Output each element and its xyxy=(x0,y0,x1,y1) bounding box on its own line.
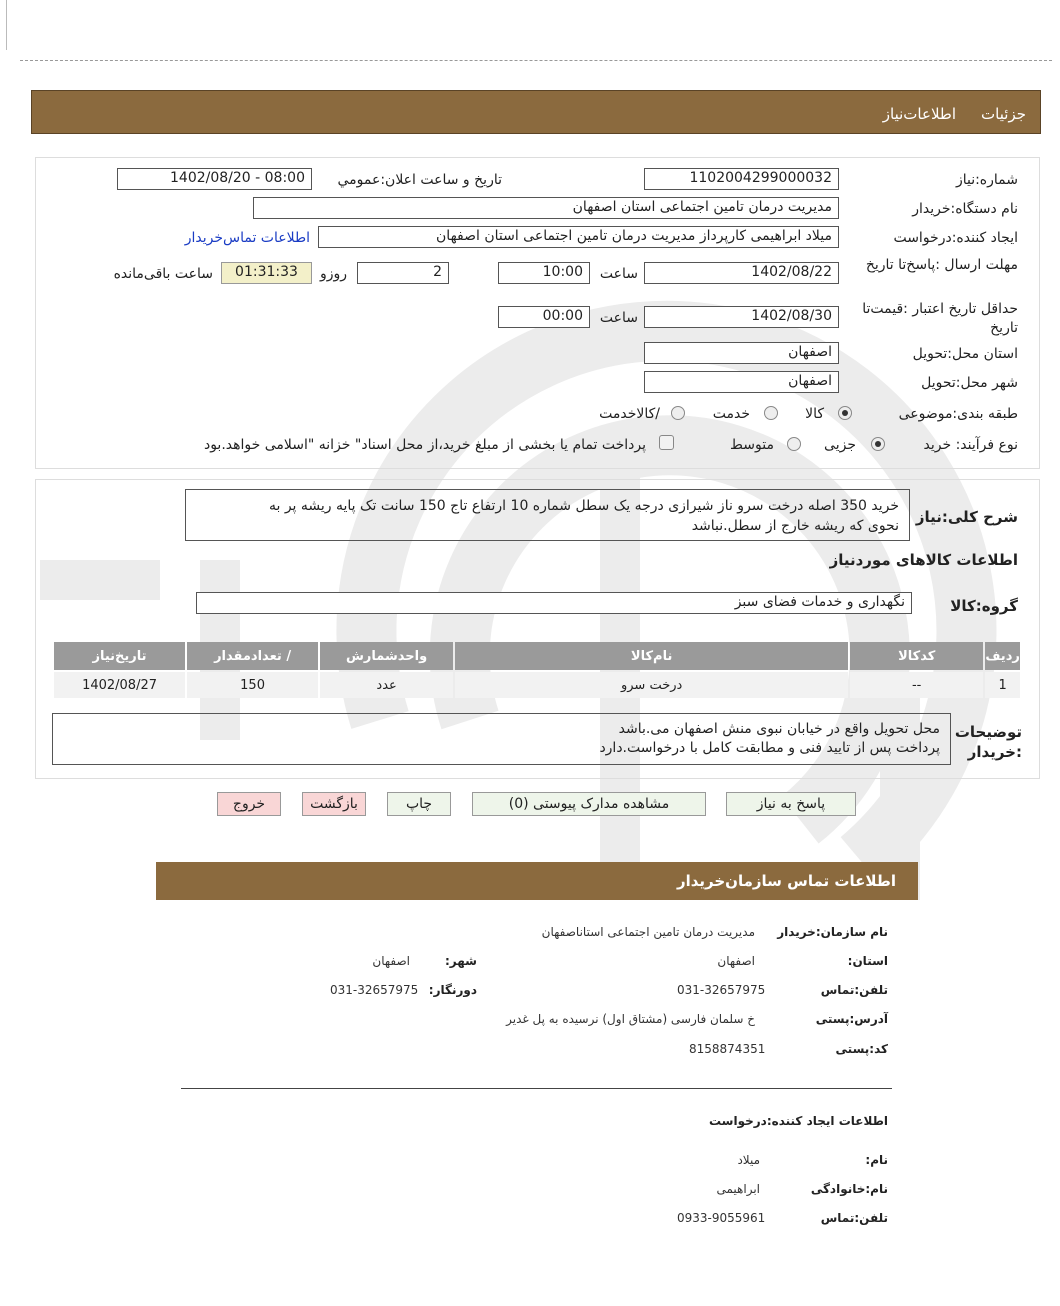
goods-group-label: گروه:کالا xyxy=(950,597,1018,615)
cell-goods-code: -- xyxy=(850,672,983,698)
category-service-label: خدمت xyxy=(712,406,750,422)
deadline-time-label: ساعت xyxy=(599,266,638,282)
remaining-label: ساعت باقی‌مانده xyxy=(113,266,213,282)
category-radio-service[interactable] xyxy=(764,406,778,420)
announce-date-label: تاریخ و ساعت اعلان:عمومي xyxy=(337,172,502,188)
contact-header-bar xyxy=(156,862,918,900)
col-goods-name: نام‌کالا xyxy=(455,642,848,670)
creator-family-value: ابراهیمی xyxy=(716,1182,760,1196)
category-both-label: /کالاخدمت xyxy=(599,406,660,422)
cell-unit: عدد xyxy=(320,672,453,698)
contact-postal-value: 8158874351 xyxy=(689,1042,766,1056)
process-medium-label: متوسط xyxy=(730,437,774,453)
creator-label: ایجاد کننده:درخواست xyxy=(893,230,1018,246)
need-number-label: شماره:نیاز xyxy=(955,172,1018,188)
treasury-payment-note: پرداخت تمام یا بخشی از مبلغ خرید،از محل اسناد" خزانه "اسلامی خواهد.بود xyxy=(203,437,646,453)
contact-city-label: شهر: xyxy=(445,954,477,968)
summary-line-1: خرید 350 اصله درخت سرو ناز شیرازی درجه یک سطل شماره 10 ارتفاع تاج 150 سانت تک پایه ریشه پر به xyxy=(268,498,899,514)
buyer-notes-line-1: محل تحویل واقع در خیابان نبوی منش اصفهان می.باشد xyxy=(618,721,940,737)
city-field: اصفهان xyxy=(644,371,839,393)
province-field: اصفهان xyxy=(644,342,839,364)
contact-province-value: اصفهان xyxy=(717,954,755,968)
contact-city-value: اصفهان xyxy=(372,954,410,968)
buyer-notes-label: توضیحات :خریدار xyxy=(954,723,1022,761)
buyer-notes-line-2: پرداخت پس از تایید فنی و مطابقت کامل با درخواست.دارد xyxy=(599,740,940,756)
city-label: شهر محل:تحویل xyxy=(921,375,1018,391)
contact-org-label: نام سازمان:خریدار xyxy=(777,925,888,939)
deadline-date-field: 1402/08/22 xyxy=(644,262,839,284)
reply-button[interactable]: پاسخ به نیاز xyxy=(726,792,856,816)
buyer-contact-link[interactable]: اطلاعات تماس‌خریدار xyxy=(184,230,310,246)
creator-field: میلاد ابراهیمی کارپرداز مدیریت درمان تامین اجتماعی استان اصفهان xyxy=(318,226,839,248)
validity-label: حداقل تاریخ اعتبار :قیمت‌تا تاریخ xyxy=(862,301,1018,336)
contact-fax-value: 031-32657975 xyxy=(330,983,419,997)
validity-time-label: ساعت xyxy=(599,310,638,326)
process-minor-label: جزیی xyxy=(824,437,856,453)
creator-phone-label: تلفن:تماس xyxy=(820,1211,888,1225)
deadline-label: مهلت ارسال :پاسخ‌تا تاریخ xyxy=(865,257,1018,273)
table-row xyxy=(54,672,1020,698)
creator-info-heading: اطلاعات ایجاد کننده:درخواست xyxy=(708,1114,888,1128)
validity-time-field: 00:00 xyxy=(498,306,590,328)
back-button[interactable]: بازگشت xyxy=(302,792,366,816)
contact-fax-label: دورنگار: xyxy=(428,983,477,997)
treasury-payment-checkbox[interactable] xyxy=(659,435,674,450)
top-separator xyxy=(20,60,1052,61)
contact-phone-label: تلفن:تماس xyxy=(820,983,888,997)
goods-table xyxy=(52,640,1022,700)
buyer-org-field: مدیریت درمان تامین اجتماعی استان اصفهان xyxy=(253,197,839,219)
contact-org-value: مدیریت درمان تامین اجتماعی استاناصفهان xyxy=(541,925,755,939)
category-label: طبقه بندی:موضوعی xyxy=(898,406,1018,422)
days-field: 2 xyxy=(357,262,449,284)
creator-name-value: میلاد xyxy=(737,1153,760,1167)
exit-button[interactable]: خروج xyxy=(217,792,281,816)
creator-family-label: نام:خانوادگی xyxy=(810,1182,888,1196)
process-label: نوع فرآیند: خرید xyxy=(923,437,1018,453)
process-radio-minor[interactable] xyxy=(871,437,885,451)
buyer-notes-box xyxy=(52,713,951,765)
col-need-date: تاریخ‌نیاز xyxy=(54,642,185,670)
left-border xyxy=(6,0,7,50)
col-unit: واحدشمارش xyxy=(320,642,453,670)
col-goods-code: کدکالا xyxy=(850,642,983,670)
buyer-org-label: نام دستگاه:خریدار xyxy=(912,201,1018,217)
print-button[interactable]: چاپ xyxy=(387,792,451,816)
cell-need-date: 1402/08/27 xyxy=(54,672,185,698)
province-label: استان محل:تحویل xyxy=(912,346,1018,362)
goods-group-field: نگهداری و خدمات فضای سبز xyxy=(196,592,912,614)
table-header-row xyxy=(54,642,1020,670)
attachments-button[interactable]: مشاهده مدارک پیوستی (0) xyxy=(472,792,706,816)
announce-date-field: 1402/08/20 - 08:00 xyxy=(117,168,312,190)
tab-need-info[interactable]: اطلاعات‌نیاز xyxy=(882,105,956,123)
creator-phone-value: 0933-9055961 xyxy=(677,1211,766,1225)
category-goods-label: کالا xyxy=(805,406,824,422)
contact-postal-label: کد:پستی xyxy=(835,1042,888,1056)
summary-text-box xyxy=(185,489,910,541)
cell-row-number: 1 xyxy=(985,672,1020,698)
process-radio-medium[interactable] xyxy=(787,437,801,451)
col-quantity: / تعدادمقدار xyxy=(187,642,318,670)
validity-date-field: 1402/08/30 xyxy=(644,306,839,328)
summary-label: شرح کلی:نیاز xyxy=(915,508,1018,526)
category-radio-both[interactable] xyxy=(671,406,685,420)
contact-address-label: آدرس:پستی xyxy=(815,1012,888,1026)
contact-title: اطلاعات تماس سازمان‌خریدار xyxy=(676,872,896,890)
col-row-number: ردیف xyxy=(985,642,1020,670)
summary-line-2: نحوی که ریشه خارج از سطل.نباشد xyxy=(691,518,899,534)
category-radio-goods[interactable] xyxy=(838,406,852,420)
deadline-time-field: 10:00 xyxy=(498,262,590,284)
day-word: روزو xyxy=(319,266,347,282)
creator-name-label: نام: xyxy=(865,1153,888,1167)
need-number-field: 1102004299000032 xyxy=(644,168,839,190)
contact-address-value: خ سلمان فارسی (مشتاق اول) نرسیده به پل غدیر xyxy=(506,1012,755,1026)
details-header-bar xyxy=(31,90,1041,134)
goods-heading: اطلاعات کالاهای موردنیاز xyxy=(829,551,1018,569)
cell-goods-name: درخت سرو xyxy=(455,672,848,698)
tab-details[interactable]: جزئیات xyxy=(981,105,1026,123)
contact-divider xyxy=(181,1088,892,1089)
contact-province-label: استان: xyxy=(847,954,888,968)
cell-quantity: 150 xyxy=(187,672,318,698)
remaining-timer: 01:31:33 xyxy=(221,262,312,284)
contact-phone-value: 031-32657975 xyxy=(677,983,766,997)
